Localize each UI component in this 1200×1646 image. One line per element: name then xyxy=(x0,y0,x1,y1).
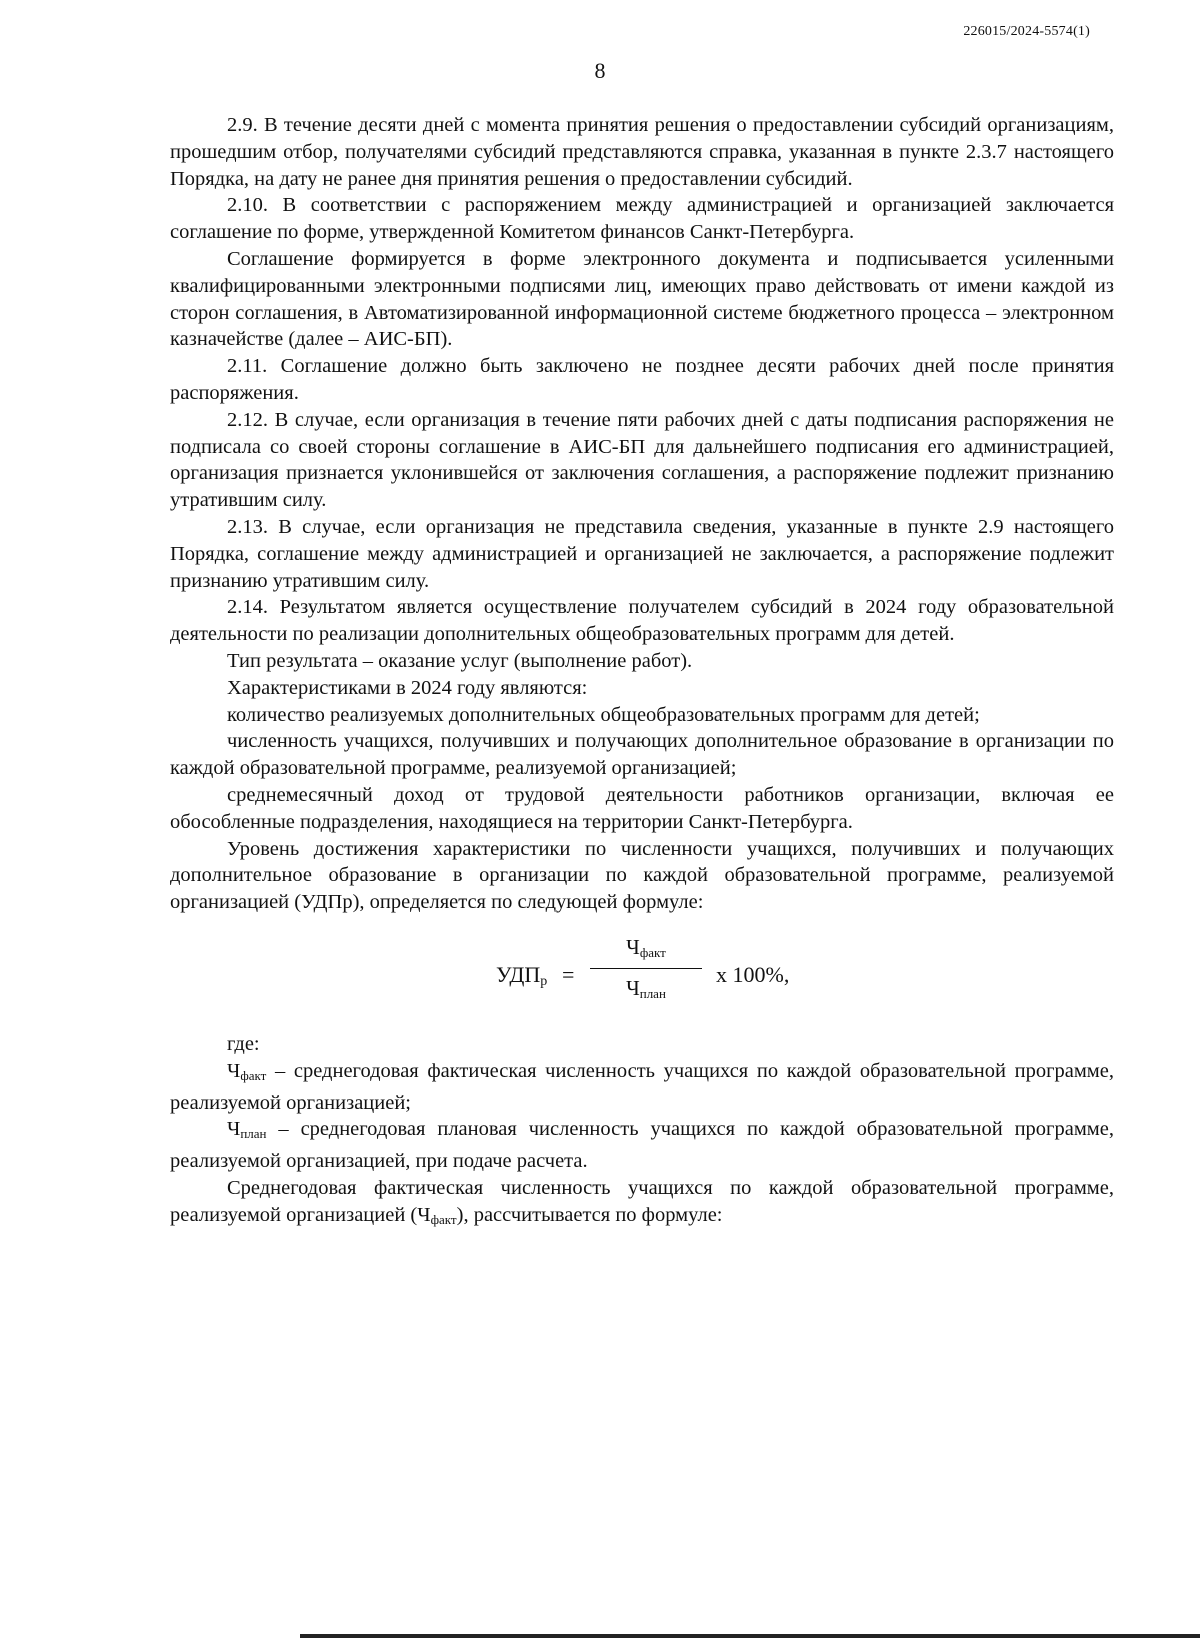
paragraph-2-9: 2.9. В течение десяти дней с момента принятия решения о предоставлении субсидий организациям, прошедшим отбор, получателями субсидий представляются справка, указанная в пункте 2.3.7 настоящего Порядка, на дату не ранее дня принятия решения о предоставлении субсидий. xyxy=(170,114,1114,190)
definition-fact: $Ч_{факт}$ – среднегодовая фактическая численность учащихся по каждой образовательной программе, реализуемой организацией; xyxy=(170,1059,1114,1114)
paragraph-annual-fact: Среднегодовая фактическая численность учащихся по каждой образовательной программе, реализуемой организацией $(Ч_{факт})$, рассчитывается по формуле: xyxy=(170,1176,1114,1227)
symbol-ch-fact-inline: $Ч_{факт}$ xyxy=(417,1203,457,1227)
formula-rhs: x 100%, xyxy=(716,961,790,987)
paragraph-result-type: Тип результата – оказание услуг (выполнение работ). xyxy=(227,649,693,672)
document-body xyxy=(170,112,1114,1233)
paragraph-agreement-form: Соглашение формируется в форме электронного документа и подписывается усиленными квалифицированными электронными подписями лиц, имеющих право действовать от имени каждой из сторон соглашения, в Автоматизированной информационной системе бюджетного процесса – электронном казначействе (далее – АИС-БП). xyxy=(170,247,1114,351)
paragraph-monthly-income: среднемесячный доход от трудовой деятельности работников организации, включая ее обособленные подразделения, находящиеся на территории Санкт-Петербурга. xyxy=(170,783,1114,833)
paragraph-2-14: 2.14. Результатом является осуществление получателем субсидий в 2024 году образовательной деятельности по реализации дополнительных общеобразовательных программ для детей. xyxy=(170,596,1114,646)
formula-lhs: $УДП_р$ xyxy=(496,961,548,989)
document-code: 226015/2024-5574(1) xyxy=(963,24,1090,39)
formula-equals: = xyxy=(562,961,575,987)
paragraph-achievement-level: Уровень достижения характеристики по численности учащихся, получивших и получающих дополнительное образование в организации по каждой образовательной программе, реализуемой организацией (УДПр), определяется по следующей формуле: xyxy=(170,837,1114,914)
fraction-bar xyxy=(590,968,702,969)
symbol-ch-plan: $Ч_{план}$ xyxy=(227,1118,267,1142)
paragraph-2-13: 2.13. В случае, если организация не представила сведения, указанные в пункте 2.9 настоящего Порядка, соглашение между администрацией и организацией не заключается, а распоряжение подлежит признанию утратившим силу. xyxy=(170,515,1114,592)
formula-udp xyxy=(170,930,1114,1030)
where-label: где: xyxy=(227,1032,260,1055)
formula-denominator: $Ч_{план}$ xyxy=(626,975,666,1001)
paragraph-2-11: 2.11. Соглашение должно быть заключено не позднее десяти рабочих дней после принятия распоряжения. xyxy=(170,355,1114,404)
formula-numerator: $Ч_{факт}$ xyxy=(626,934,666,960)
paragraph-2-10: 2.10. В соответствии с распоряжением между администрацией и организацией заключается соглашение по форме, утвержденной Комитетом финансов Санкт-Петербурга. xyxy=(170,194,1114,244)
page-number: 8 xyxy=(594,58,606,83)
symbol-ch-fact: $Ч_{факт}$ xyxy=(227,1059,267,1083)
scan-edge-bar xyxy=(300,1634,1200,1638)
paragraph-students-count: численность учащихся, получивших и получающих дополнительное образование в организации по каждой образовательной программе, реализуемой организацией; xyxy=(170,730,1114,780)
paragraph-characteristics: Характеристиками в 2024 году являются: xyxy=(227,676,588,699)
paragraph-2-12: 2.12. В случае, если организация в течение пяти рабочих дней с даты подписания распоряжения не подписала со своей стороны соглашение в АИС-БП для дальнейшего подписания его администрацией, организация признается уклонившейся от заключения соглашения, а распоряжение подлежит признанию утратившим силу. xyxy=(170,408,1114,512)
paragraph-programs-count: количество реализуемых дополнительных общеобразовательных программ для детей; xyxy=(227,703,980,726)
formula-fraction xyxy=(590,934,702,1008)
definition-plan: $Ч_{план}$ – среднегодовая плановая численность учащихся по каждой образовательной программе, реализуемой организацией, при подаче расчета. xyxy=(170,1118,1114,1173)
